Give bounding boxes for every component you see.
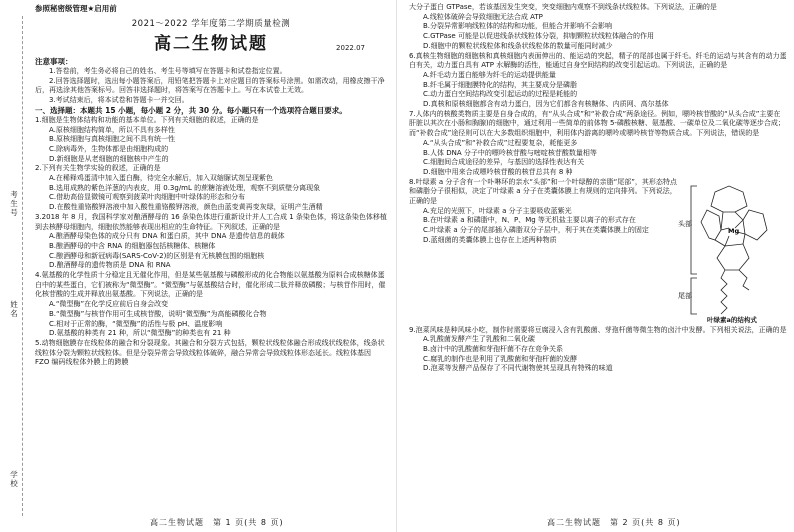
q2-option-a: A.在稀释鸡蛋清中加入蛋白酶，待完全水解后，加入双缩脲试剂呈现紫色 <box>49 174 273 183</box>
title-row <box>35 31 387 57</box>
q5-option-b: B.分裂异常影响线粒体的结构和功能，但能合并影响不会影响 <box>423 22 613 31</box>
question-8: 8.叶绿素 a 分子含有一个卟啉环的亲水“头部”和一个叶绿醇的亲脂“尾部”，其形态特点和磷脂分子很相似，决定了叶绿素 a 分子在类囊体膜上有规则的定向排列。下列说法，正确的是 <box>409 177 677 206</box>
question-7: 7.人体内的核酸类物质主要是自身合成的，有“从头合成”和“补救合成”两条途径。例如，嘌呤核苷酸的“从头合成”主要在肝脏以其次在小肠和胸腺)的细胞中，通过利用一些简单的前体物 5-磷酸核糖、氨基酸、一碳单位及二氧化碳等逐步合成；而“补救合成”途径则可以在大多数组织细胞中，利用体内游离的嘌呤或嘌呤核苷等物质合成。下列说法，错误的是 <box>409 109 785 138</box>
q1-option-b: B.原核细胞与真核细胞之间不具有统一性 <box>49 135 176 144</box>
chlorophyll-figure <box>677 178 787 326</box>
q7-option-b: B.人体 DNA 分子中的嘌呤核苷酸与嘧啶核苷酸数量相等 <box>423 148 597 157</box>
question-8-block <box>409 178 787 326</box>
term-heading: 2021～2022 学年度第二学期质量检测 <box>131 19 291 29</box>
q5-option-d: D.细胞中的颗粒状线粒体和线条状线粒体的数量可能同时减少 <box>423 41 613 50</box>
q8-option-d: D.蓝细菌的类囊体膜上也存在上述两种物质 <box>423 235 557 244</box>
page-1-footer: 高二生物试题 第 1 页(共 8 页) <box>150 518 284 527</box>
question-4: 4.氨基酸的化学性质十分稳定且无催化作用，但是某些氨基酸与磷酸形成的化合物能以氨基酸为原料合成核糖体蛋白中的某些蛋白，它们被称为“微型酶”。“微型酶”与氨基酸结合时，催化形成二肽并释放磷酸；与核苷作用时，催化核苷酸的生成并释放出氨基酸。下列说法，正确的是 <box>35 271 386 299</box>
q4-option-a: A.“微型酶”在化学反应前后自身会改变 <box>49 300 169 309</box>
q7-option-d: D.细胞中用来合成嘌呤核苷酸的核苷总共有 8 种 <box>423 167 573 176</box>
q2-option-d: D.在酸性重铬酸钾溶液中加入酸性重铬酸钾溶液，颜色由蓝变黄再变灰绿，证明产生酒精 <box>49 203 323 212</box>
q8-option-c: C.叶绿素 a 分子的尾部插入磷脂双分子层中，利于其在类囊体膜上的固定 <box>423 226 649 235</box>
q4-option-b: B.“微型酶”与核苷作用可生成核苷酸，说明“微型酶”为高能磷酸化合物 <box>49 309 267 318</box>
q3-option-b: B.酿酒酵母的中含 RNA 的细胞器包括核糖体、核糖体 <box>49 241 216 250</box>
note-1: 1.答卷前，考生务必将自己的姓名、考生号等填写在答题卡和试卷指定位置。 <box>49 67 287 75</box>
chlorophyll-structure-diagram <box>677 178 787 326</box>
q6-option-c: C.动力蛋白空间结构改变引起运动的过程是耗能的 <box>423 90 578 99</box>
q7-option-c: C.细胞间合成途径的差异，与基因的选择性表达有关 <box>423 158 585 167</box>
page-2-content <box>409 3 787 374</box>
question-5: 5.动物细胞膜存在线粒体的融合和分裂现象。其融合和分裂方式包括，颗粒状线粒体融合形成线状线粒体，线条状线粒体分裂为颗粒状线粒体。但是分裂异常会导致线粒体破碎，融合异常会导致线粒体形态延长。线粒体基因 FZO 编码线粒体外膜上的跨膜 <box>35 338 385 367</box>
seal-line <box>22 16 23 516</box>
question-9: 9.泡菜风味是种风味小吃，制作时需要将豆腐浸入含有乳酸菌、芽孢杆菌等微生物的卤汁中发酵。下列相关说法，正确的是 <box>409 325 787 334</box>
secret-label: 参照秘密级管理★启用前 <box>35 4 117 13</box>
question-3: 3.2018 年 8 月，我国科学家对酿酒酵母的 16 条染色体进行重新设计并人工合成 1 条染色体，将这条染色体移植到去核酵母细胞内，细胞依然能够表现出相应的生命特征。下列叙述，正确的是 <box>35 212 387 231</box>
q2-option-b: B.选用成熟的紫色洋葱的内表皮，用 0.3g/mL 的蔗糖溶液处理，观察不到质壁分离现象 <box>49 183 321 192</box>
q9-option-b: B.卤汁中的乳酸菌和芽孢杆菌不存在竞争关系 <box>423 345 564 354</box>
figure-mg-label: Mg <box>728 226 740 235</box>
q1-option-d: D.新细胞是从老细胞的细胞核中产生的 <box>49 154 169 163</box>
page-2 <box>397 0 794 532</box>
figure-head-label: 头部 <box>678 219 692 228</box>
q2-option-c: C.借助高倍显微镜可观察到菠菜叶肉细胞中叶绿体的形态和分布 <box>49 193 246 202</box>
q9-option-c: C.腐乳的制作也是利用了乳酸菌和芽孢杆菌的发酵 <box>423 354 578 363</box>
q6-option-d: D.真核和原核细胞都含有动力蛋白，因为它们都含有核糖体、内质网、高尔基体 <box>423 100 669 109</box>
question-5-continued: 大分子蛋白 GTPase，若该基因发生突变，突变细胞内观察不到线条状线粒体。下列说法，正确的是 <box>409 3 717 11</box>
note-2: 2.回答选择题时，选出每小题答案后，用铅笔把答题卡上对应题目的答案标号涂黑。如需改动，用橡皮擦干净后，再选涂其他答案标号。回答非选择题时，将答案写在答题卡上。写在本试卷上无效。 <box>35 76 385 95</box>
question-1: 1.细胞是生物体结构和功能的基本单位。下列有关细胞的叙述，正确的是 <box>35 115 259 124</box>
figure-caption: 叶绿素a的结构式 <box>707 315 757 324</box>
school-label: 学校 <box>10 470 18 488</box>
section-heading: 一、选择题：本题共 15 小题，每小题 2 分，共 30 分。每小题只有一个选项符合题目要求。 <box>35 105 347 115</box>
q9-option-a: A.乳酸菌发酵产生了乳酸和二氧化碳 <box>423 335 535 344</box>
q6-option-b: B.纤毛属于细胞膜特化的结构，其主要成分是磷脂 <box>423 80 578 89</box>
q8-option-a: A.充足的光照下，叶绿素 a 分子主要吸收蓝紫光 <box>423 206 572 215</box>
question-2: 2.下列有关生物学实验的叙述，正确的是 <box>35 164 161 173</box>
page-1-content <box>35 3 387 368</box>
question-6: 6.真核生物细胞的细胞核和真核细胞内表面伸出的、能运动的突起，精子的尾部也属于纤毛。纤毛的运动与其含有的动力蛋白有关，动力蛋白具有 ATP 水解酶的活性，能通过自身空间结构的改变引起运动。下列说法，正确的是 <box>409 51 787 70</box>
exam-no-label: 考生号 <box>10 190 18 217</box>
exam-title: 高二生物试题 <box>154 34 268 54</box>
q1-option-c: C.除病毒外，生物体都是由细胞构成的 <box>49 144 169 153</box>
q4-option-c: C.相对于正常的酶，“微型酶”的活性与极 pH、温度影响 <box>49 319 223 328</box>
q3-option-c: C.酿酒酵母和新冠病毒(SARS-CoV-2)的区别是有无核膜包围的细胞核 <box>49 251 265 260</box>
q3-option-d: D.酿酒酵母的遗传物质是 DNA 和 RNA <box>49 261 171 270</box>
q5-option-a: A.线粒体破碎会导致细胞无法合成 ATP <box>423 12 543 21</box>
q4-option-d: D.氨基酸的种类有 21 种，所以“微型酶”的种类也有 21 种 <box>49 329 231 338</box>
binding-strip <box>0 0 30 532</box>
q7-option-a: A.“从头合成”和“补救合成”过程要复杂，耗能更多 <box>423 138 578 147</box>
q5-option-c: C.GTPase 可能是以促进线条状线粒体分裂，抑制颗粒状线粒体融合的作用 <box>423 32 654 41</box>
page-2-footer: 高二生物试题 第 2 页(共 8 页) <box>547 518 681 527</box>
figure-tail-label: 尾部 <box>678 291 692 300</box>
q8-option-b: B.在叶绿素 a 和磷脂中，N、P、Mg 等无机盐主要以离子的形式存在 <box>423 216 636 225</box>
q3-option-a: A.酿酒酵母染色体的成分只有 DNA 和蛋白质，其中 DNA 是遗传信息的载体 <box>49 232 285 241</box>
name-label: 姓名 <box>10 300 18 318</box>
q6-option-a: A.纤毛动力蛋白能够为纤毛的运动提供能量 <box>423 70 556 79</box>
note-3: 3.考试结束后，将本试卷和答题卡一并交回。 <box>49 96 189 105</box>
notes-title: 注意事项： <box>35 57 73 66</box>
exam-date: 2022.07 <box>336 44 365 52</box>
q9-option-d: D.泡菜等发酵产品保存了不同代谢物使其呈现具有特殊的味道 <box>423 364 613 373</box>
q1-option-a: A.原核细胞结构简单，所以不具有多样性 <box>49 125 175 134</box>
